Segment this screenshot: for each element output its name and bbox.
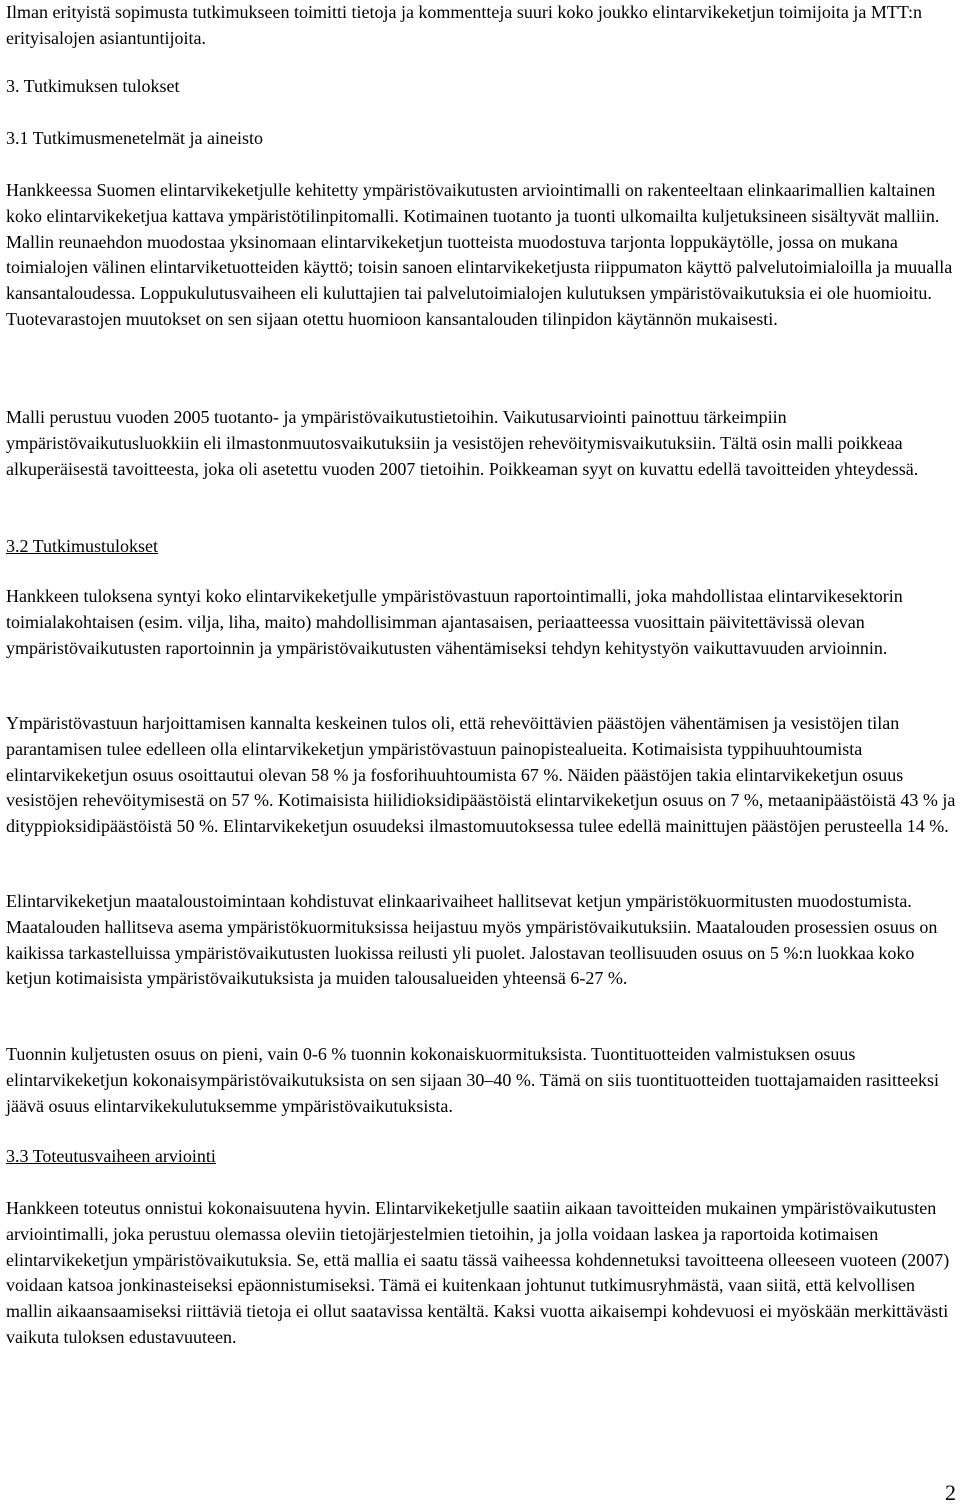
intro-paragraph: Ilman erityistä sopimusta tutkimukseen toimitti tietoja ja kommentteja suuri koko joukko elintarvikeketjun toimijoita ja MTT:n erityisalojen asiantuntijoita. bbox=[6, 2, 922, 48]
section-3-2-paragraph-2: Ympäristövastuun harjoittamisen kannalta keskeinen tulos oli, että rehevöittävien päästöjen vähentämisen ja vesistöjen tilan parantamisen tulee edelleen olla elintarvikeketjun ympäristövastuun painopistealueita. Kotimaisista typpihuuhtoumista elintarvikeketjun osuus osoittautui olevan 58 % ja fosforihuuhtoumista 67 %. Näiden päästöjen takia elintarvikeketjun osuus vesistöjen rehevöitymisestä on 57 %. Kotimaisista hiilidioksidipäästöistä elintarvikeketjun osuus on 7 %, metaanipäästöistä 43 % ja dityppioksidipäästöistä 50 %. Elintarvikeketjun osuudeksi ilmastomuutoksessa tulee edellä mainittujen päästöjen perusteella 14 %. bbox=[6, 713, 956, 837]
section-3-2-paragraph-1: Hankkeen tuloksena syntyi koko elintarvikeketjulle ympäristövastuun raportointimalli, joka mahdollistaa elintarvikesektorin toimialakohtaisen (esim. vilja, liha, maito) mahdollisimman ajantasaisen, periaatteessa vuosittain päivitettävissä olevan ympäristövaikutusten raportoinnin ja ympäristövaikutusten vähentämiseksi tehdyn kehitystyön vaikuttavuuden arvioinnin. bbox=[6, 586, 903, 658]
section-3-2-paragraph-3: Elintarvikeketjun maataloustoimintaan kohdistuvat elinkaarivaiheet hallitsevat ketjun ympäristökuormitusten muodostumista. Maatalouden hallitseva asema ympäristökuormituksissa heijastuu myös ympäristövaikutuksiin. Maatalouden prosessien osuus on kaikissa tarkastelluissa ympäristövaikutusten luokissa reilusti yli puolet. Jalostavan teollisuuden osuus on 5 %:n luokkaa koko ketjun kotimaisista ympäristövaikutuksista ja muiden talousalueiden yhteensä 6-27 %. bbox=[6, 891, 938, 989]
section-3-2-heading: 3.2 Tutkimustulokset bbox=[6, 536, 159, 556]
section-3-1-heading: 3.1 Tutkimusmenetelmät ja aineisto bbox=[6, 128, 263, 148]
section-3-3-heading: 3.3 Toteutusvaiheen arviointi bbox=[6, 1146, 216, 1166]
section-3-1-paragraph-2: Malli perustuu vuoden 2005 tuotanto- ja ympäristövaikutustietoihin. Vaikutusarviointi painottuu tärkeimpiin ympäristövaikutusluokkiin eli ilmastonmuutosvaikutuksiin ja vesistöjen rehevöitymisvaikutuksiin. Tältä osin malli poikkeaa alkuperäisestä tavoitteesta, joka oli asetettu vuoden 2007 tietoihin. Poikkeaman syyt on kuvattu edellä tavoitteiden yhteydessä. bbox=[6, 407, 919, 479]
section-3-3-paragraph-1: Hankkeen toteutus onnistui kokonaisuutena hyvin. Elintarvikeketjulle saatiin aikaan tavoitteiden mukainen ympäristövaikutusten arviointimalli, joka perustuu olemassa oleviin tietojärjestelmien tietoihin, ja jolla voidaan laskea ja raportoida kotimaisen elintarvikeketjun ympäristövaikutuksia. Se, että mallia ei saatu tässä vaiheessa kohdennetuksi tavoitteena olleeseen vuoteen (2007) voidaan katsoa jonkinasteiseksi epäonnistumiseksi. Tämä ei kuitenkaan johtunut tutkimusryhmästä, vaan siitä, että kelvollisen mallin aikaansaamiseksi riittäviä tietoja ei ollut saatavissa kentältä. Kaksi vuotta aikaisempi kohdevuosi ei myöskään merkittävästi vaikuta tuloksen edustavuuteen. bbox=[6, 1198, 950, 1347]
section-3-2-paragraph-4: Tuonnin kuljetusten osuus on pieni, vain 0-6 % tuonnin kokonaiskuormituksista. Tuontituotteiden valmistuksen osuus elintarvikeketjun kokonaisympäristövaikutuksista on sen sijaan 30–40 %. Tämä on siis tuontituotteiden tuottajamaiden rasitteeksi jäävä osuus elintarvikekulutuksemme ympäristövaikutuksista. bbox=[6, 1044, 939, 1116]
page-number: 2 bbox=[945, 1480, 956, 1505]
section-3-heading: 3. Tutkimuksen tulokset bbox=[6, 76, 180, 96]
section-3-1-paragraph-1: Hankkeessa Suomen elintarvikeketjulle kehitetty ympäristövaikutusten arviointimalli on rakenteeltaan elinkaarimallien kaltainen koko elintarvikeketjua kattava ympäristötilinpitomalli. Kotimainen tuotanto ja tuonti ulkomailta kuljetuksineen sisältyvät malliin. Mallin reunaehdon muodostaa yksinomaan elintarvikeketjun tuotteista muodostuva tarjonta loppukäytölle, jossa on mukana toimialojen välinen elintarviketuotteiden käyttö; toisin sanoen elintarvikeketjusta riippumaton käyttö palvelutoimialoilla ja muualla kansantaloudessa. Loppukulutusvaiheen eli kuluttajien tai palvelutoimialojen kulutuksen ympäristövaikutuksia ei ole huomioitu. Tuotevarastojen muutokset on sen sijaan otettu huomioon kansantalouden tilinpidon käytännön mukaisesti. bbox=[6, 180, 953, 329]
